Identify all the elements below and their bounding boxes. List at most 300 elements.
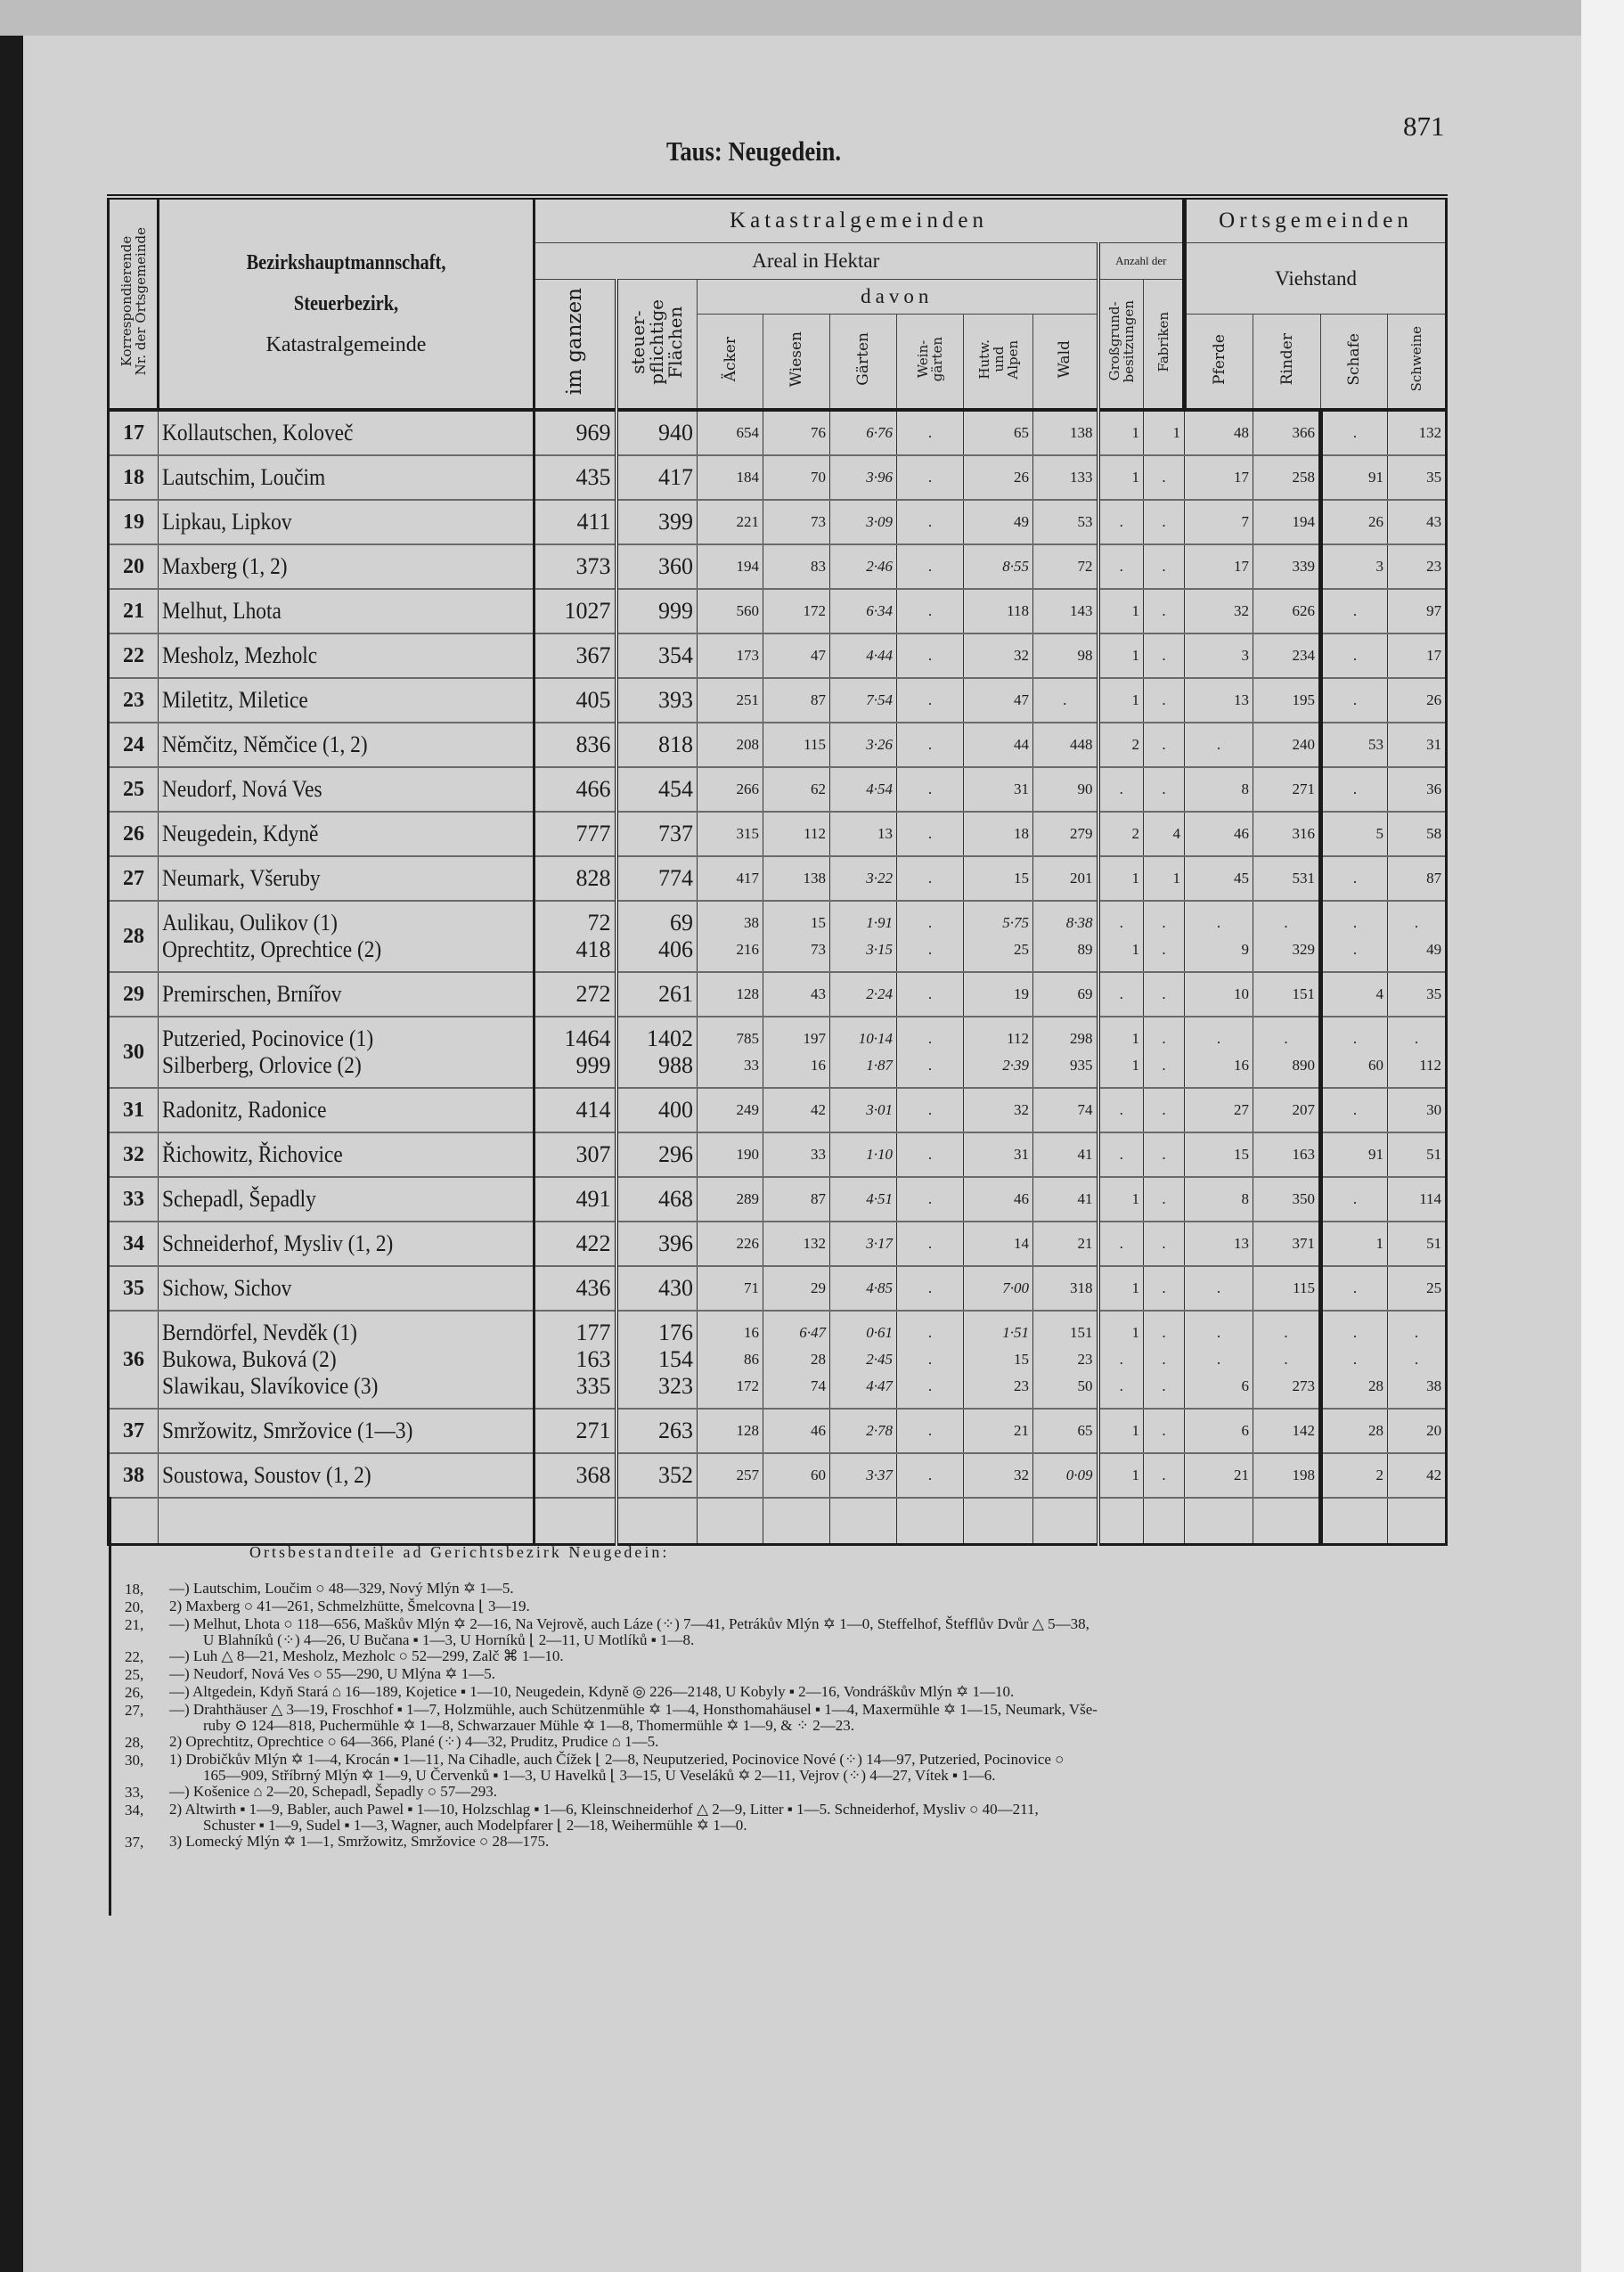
cell-value: 25 [1014,941,1029,958]
table-row [109,589,1447,633]
cell-value: 71 [744,1279,759,1296]
table-row [109,1088,1447,1132]
cell-value: . [927,424,933,441]
header-line: Rinder [1277,332,1296,386]
cell-fabriken [1144,767,1185,812]
spacer-cell [1185,1498,1253,1545]
cell-grossgrund [1098,678,1144,723]
cell-rinder [1253,1266,1321,1311]
cell-schweine [1388,544,1447,589]
cell-pferde [1185,1222,1253,1266]
cell-value: 138 [1070,424,1093,441]
cell-weingaerten [897,1222,964,1266]
cell-value: 318 [1070,1279,1093,1296]
cell-weingaerten [897,856,964,901]
cell-value: . [1162,1377,1166,1394]
cell-schafe [1321,410,1388,455]
cell-value: 18 [1014,825,1029,842]
footnote-line: 165—909, Stříbrný Mlýn ✡ 1—9, U Červenků ▪ 1—3, U Havelků ⌊ 3—15, U Veseláků ✡ 2—11, Vejrov (⁘) 4—27, Vítek ▪ 1—6. [203,1767,996,1784]
cell-hutweiden [964,1222,1033,1266]
cell-value: 1 [1131,424,1139,441]
footnote-number: 33, [125,1784,144,1801]
municipality-name [159,589,535,633]
cell-value: 20 [1426,1422,1442,1439]
cell-value: 46 [1234,825,1250,842]
cell-im-ganzen [535,767,616,812]
cell-value: 373 [575,553,611,579]
cell-aecker [698,589,763,633]
cell-value: 828 [575,865,611,891]
cell-schafe [1321,1266,1388,1311]
footnote-text [169,1784,497,1802]
cell-wiesen [763,589,830,633]
header-nr [109,197,159,410]
cell-weingaerten [897,410,964,455]
cell-value: 329 [1292,941,1316,958]
cell-value: 1 [1172,870,1181,887]
cell-value: 31 [1014,1146,1029,1163]
cell-value: 3 [1375,558,1384,575]
cell-value: 400 [658,1097,693,1123]
header-nr-line: Korrespondierende [118,236,135,367]
cell-aecker [698,723,763,767]
cell-value: . [927,513,933,530]
cell-value: 414 [575,1097,611,1123]
cell-value: 6·47 [799,1324,826,1341]
header-rinder [1253,315,1321,411]
cell-pferde [1185,723,1253,767]
cell-value: 7·54 [866,691,893,708]
cell-fabriken [1144,1222,1185,1266]
header-line: besitzungen [1120,300,1137,383]
cell-aecker [698,1266,763,1311]
cell-schweine [1388,633,1447,678]
cell-rinder [1253,1177,1321,1222]
cell-value: . [927,1190,933,1207]
cell-hutweiden [964,972,1033,1017]
cell-grossgrund [1098,1311,1144,1409]
cell-fabriken [1144,901,1185,972]
cell-value: . [1162,1422,1166,1439]
cell-value: 15 [1014,1351,1029,1368]
cell-value: 58 [1426,825,1442,842]
cell-value: 777 [575,821,611,846]
cell-schweine [1388,1266,1447,1311]
cell-value: 1 [1131,1324,1139,1341]
cell-value: 46 [1014,1190,1029,1207]
cell-value: 890 [1292,1057,1316,1074]
footnote-text [169,1616,1089,1648]
header-line: Schafe [1345,332,1364,386]
cell-value: 785 [736,1030,759,1047]
cell-value: 279 [1070,825,1093,842]
footnote-number: 26, [125,1684,144,1701]
cell-value: 16 [1234,1057,1250,1074]
spacer-cell [535,1498,616,1545]
cell-value: 17 [1234,469,1250,486]
cell-hutweiden [964,455,1033,500]
cell-value: 6 [1241,1377,1250,1394]
name-line: Silberberg, Orlovice (2) [162,1052,362,1078]
cell-value: . [1216,914,1221,931]
spacer-cell [1033,1498,1098,1545]
cell-value: 4·85 [866,1279,893,1296]
cell-value: 143 [1070,602,1093,619]
footnote-number: 18, [125,1581,144,1598]
cell-weingaerten [897,972,964,1017]
cell-value: . [1352,1101,1358,1118]
cell-hutweiden [964,1017,1033,1088]
cell-im-ganzen [535,723,616,767]
name-line: Soustowa, Soustov (1, 2) [162,1462,371,1488]
cell-value: . [927,1057,933,1074]
cell-value: . [1284,1351,1288,1368]
footnote-item [125,1616,1443,1648]
cell-value: . [1414,1030,1419,1047]
cell-steuerpflichtig [616,1453,698,1498]
cell-value: . [927,736,933,753]
cell-wald [1033,1409,1098,1453]
cell-wiesen [763,812,830,856]
cell-fabriken [1144,1409,1185,1453]
cell-steuerpflichtig [616,767,698,812]
cell-grossgrund [1098,1222,1144,1266]
cell-value: 411 [576,509,611,535]
cell-value: 51 [1426,1146,1442,1163]
cell-value: 4·51 [866,1190,893,1207]
cell-rinder [1253,1017,1321,1088]
cell-value: . [1352,691,1358,708]
cell-aecker [698,1132,763,1177]
scan-right-margin [1581,0,1624,2272]
cell-value: . [1162,914,1166,931]
cell-value: . [927,914,933,931]
cell-value: 4 [1172,825,1181,842]
cell-value: 47 [1014,691,1029,708]
header-line: Pferde [1211,333,1229,385]
cell-value: 65 [1077,1422,1093,1439]
cell-hutweiden [964,410,1033,455]
cell-value: 3·15 [866,941,893,958]
cell-value: . [1162,1279,1166,1296]
cell-value: 41 [1077,1190,1093,1207]
row-number: 23 [109,678,159,723]
cell-value: . [1216,736,1221,753]
cell-pferde [1185,812,1253,856]
cell-pferde [1185,1088,1253,1132]
cell-aecker [698,1222,763,1266]
cell-value: 360 [658,553,693,579]
footnote-number: 30, [125,1752,144,1769]
cell-value: 91 [1368,1146,1384,1163]
cell-gaerten [830,455,897,500]
cell-fabriken [1144,633,1185,678]
cell-steuerpflichtig [616,972,698,1017]
cell-weingaerten [897,1017,964,1088]
cell-wiesen [763,1453,830,1498]
row-number: 38 [109,1453,159,1498]
cell-hutweiden [964,723,1033,767]
cell-value: . [927,870,933,887]
cell-wiesen [763,455,830,500]
cell-value: 118 [1007,602,1029,619]
cell-fabriken [1144,856,1185,901]
cell-grossgrund [1098,544,1144,589]
header-name [159,197,535,410]
cell-value: 240 [1292,736,1316,753]
cell-value: 6·34 [866,602,893,619]
footnote-line: —) Drahthäuser △ 3—19, Froschhof ▪ 1—7, Holzmühle, auch Schützenmühle ✡ 1—4, Honsthomahäusel ▪ 1—4, Maxermühle ✡ 1—15, Neumark, Vše- [169,1701,1098,1718]
footnote-line: —) Melhut, Lhota ○ 118—656, Maškův Mlýn ✡ 2—16, Na Vejrově, auch Láze (⁘) 7—41, Petrákův Mlýn ✡ 1—0, Steffelhof, Štefflův Dvůr △ 5—38, [169,1615,1089,1632]
cell-value: 49 [1426,941,1442,958]
cell-gaerten [830,410,897,455]
table-row [109,972,1447,1017]
name-line: Radonitz, Radonice [162,1097,327,1123]
cell-value: 4·47 [866,1377,893,1394]
cell-im-ganzen [535,500,616,544]
cell-value: 935 [1070,1057,1093,1074]
cell-value: 176 [658,1320,693,1345]
cell-aecker [698,972,763,1017]
cell-grossgrund [1098,1132,1144,1177]
cell-value: . [1352,647,1358,664]
table-row [109,856,1447,901]
cell-im-ganzen [535,455,616,500]
cell-value: 3·26 [866,736,893,753]
cell-value: 818 [658,731,693,757]
cell-value: 335 [575,1373,611,1399]
footnote-text [169,1684,1014,1702]
cell-value: 271 [1292,780,1316,797]
cell-value: 1 [1131,941,1139,958]
footnote-item [125,1784,1443,1802]
municipality-name [159,901,535,972]
cell-wiesen [763,500,830,544]
header-line: Wiesen [788,331,805,388]
cell-value: 190 [736,1146,759,1163]
cell-value: . [1162,1235,1166,1252]
cell-value: . [1162,941,1166,958]
municipality-name [159,1453,535,1498]
cell-value: 2 [1375,1467,1384,1483]
cell-wiesen [763,678,830,723]
cell-value: 560 [736,602,759,619]
cell-value: 16 [744,1324,759,1341]
cell-gaerten [830,1453,897,1498]
cell-value: 36 [1426,780,1442,797]
cell-value: 1 [1131,1190,1139,1207]
cell-weingaerten [897,500,964,544]
cell-value: 128 [736,985,759,1002]
municipality-name [159,544,535,589]
cell-rinder [1253,723,1321,767]
cell-weingaerten [897,1311,964,1409]
cell-value: . [1119,914,1123,931]
name-line: Sichow, Sichov [162,1275,292,1301]
footnote-line: ruby ⊙ 124—818, Puchermühle ✡ 1—8, Schwarzauer Mühle ✡ 1—8, Thomermühle ✡ 1—9, & ⁘ 2—23. [203,1717,854,1734]
header-line: Wald [1056,339,1074,379]
cell-value: 49 [1014,513,1029,530]
municipality-name [159,410,535,455]
cell-rinder [1253,410,1321,455]
cell-fabriken [1144,410,1185,455]
cell-weingaerten [897,1409,964,1453]
cell-value: 323 [658,1373,693,1399]
cell-value: 10·14 [858,1030,893,1047]
cell-value: 1 [1131,1030,1139,1047]
cell-value: 43 [1426,513,1442,530]
cell-schweine [1388,455,1447,500]
cell-steuerpflichtig [616,1266,698,1311]
cell-wald [1033,767,1098,812]
cell-value: 417 [736,870,759,887]
cell-value: . [1119,1235,1123,1252]
header-line: steuer- [627,309,649,374]
cell-wald [1033,1311,1098,1409]
cell-value: 999 [575,1052,611,1078]
cell-wald [1033,1017,1098,1088]
cell-steuerpflichtig [616,678,698,723]
cell-rinder [1253,812,1321,856]
page-title: Taus: Neugedein. [666,135,842,167]
table-row [109,544,1447,589]
cell-value: . [1352,1190,1358,1207]
header-line: Großgrund- [1106,302,1122,381]
cell-aecker [698,678,763,723]
cell-value: . [927,602,933,619]
footnote-line: —) Lautschim, Loučim ○ 48—329, Nový Mlýn ✡ 1—5. [169,1580,514,1597]
cell-value: 115 [804,736,826,753]
footnote-line: —) Altgedein, Kdyň Stará ⌂ 16—189, Kojetice ▪ 1—10, Neugedein, Kdyně ◎ 226—2148, U Kobyly ▪ 2—16, Vondráškův Mlýn ✡ 1—10. [169,1683,1015,1700]
footnote-text [169,1752,1064,1784]
row-number: 29 [109,972,159,1017]
cell-wald [1033,1266,1098,1311]
table-row [109,901,1447,972]
footnote-line: 2) Altwirth ▪ 1—9, Babler, auch Pawel ▪ 1—10, Holzschlag ▪ 1—6, Kleinschneiderhof △ 2—9, Litter ▪ 1—5. Schneiderhof, Mysliv ○ 40—211, [169,1801,1039,1818]
cell-fabriken [1144,1132,1185,1177]
cell-value: 352 [658,1462,693,1488]
name-line: Bukowa, Buková (2) [162,1346,337,1372]
cell-value: 0·61 [866,1324,893,1341]
header-line: gärten [929,336,945,382]
spacer-cell [1144,1498,1185,1545]
cell-schweine [1388,1017,1447,1088]
cell-value: 27 [1234,1101,1250,1118]
cell-fabriken [1144,812,1185,856]
header-schafe [1321,315,1388,411]
cell-wald [1033,972,1098,1017]
table-row [109,678,1447,723]
cell-value: . [1162,1101,1166,1118]
cell-value: . [1162,1146,1166,1163]
header-anzahl: Anzahl der [1098,243,1185,280]
cell-gaerten [830,589,897,633]
cell-rinder [1253,901,1321,972]
cell-value: 3·01 [866,1101,893,1118]
cell-grossgrund [1098,1088,1144,1132]
header-davon: davon [698,280,1098,315]
cell-value: 115 [1293,1279,1316,1296]
cell-aecker [698,1311,763,1409]
cell-value: 73 [811,513,826,530]
cell-value: 315 [736,825,759,842]
header-pferde [1185,315,1253,411]
cell-weingaerten [897,1453,964,1498]
municipality-name [159,767,535,812]
row-number: 19 [109,500,159,544]
cell-fabriken [1144,972,1185,1017]
cell-value: 307 [575,1141,611,1167]
footnote-item [125,1581,1443,1598]
cell-grossgrund [1098,1266,1144,1311]
cell-value: 435 [575,464,611,490]
cell-grossgrund [1098,633,1144,678]
cell-value: 163 [575,1346,611,1372]
cell-value: . [927,558,933,575]
cell-value: 8·55 [1002,558,1029,575]
cell-wald [1033,544,1098,589]
header-nr-line: Nr. der Ortsgemeinde [132,227,149,376]
name-line: Neugedein, Kdyně [162,821,319,846]
cell-schafe [1321,1088,1388,1132]
cell-value: 42 [1426,1467,1442,1483]
cell-wiesen [763,972,830,1017]
footnote-text [169,1834,549,1851]
table-row [109,500,1447,544]
cell-steuerpflichtig [616,901,698,972]
spacer-cell [1098,1498,1144,1545]
cell-value: . [927,1030,933,1047]
cell-wald [1033,1088,1098,1132]
cell-value: 60 [1368,1057,1384,1074]
cell-aecker [698,633,763,678]
cell-schafe [1321,723,1388,767]
cell-value: 83 [811,558,826,575]
cell-pferde [1185,972,1253,1017]
cell-value: 261 [658,981,693,1007]
cell-wiesen [763,901,830,972]
table-row [109,1453,1447,1498]
cell-value: 35 [1426,469,1442,486]
footnote-item [125,1834,1443,1851]
cell-im-ganzen [535,633,616,678]
footnote-item [125,1702,1443,1734]
name-line: Slawikau, Slavíkovice (3) [162,1373,379,1399]
cell-hutweiden [964,1088,1033,1132]
cell-gaerten [830,1222,897,1266]
cell-value: . [1162,513,1166,530]
cell-value: 298 [1070,1030,1093,1047]
cell-value: 72 [587,910,611,936]
cell-im-ganzen [535,1177,616,1222]
cell-weingaerten [897,678,964,723]
cell-fabriken [1144,500,1185,544]
cell-value: . [927,1377,933,1394]
header-name-line: Steuerbezirk, [293,292,399,315]
cell-hutweiden [964,678,1033,723]
cell-wald [1033,678,1098,723]
cell-value: 76 [811,424,826,441]
cell-value: 1·51 [1002,1324,1029,1341]
cell-weingaerten [897,1088,964,1132]
cell-im-ganzen [535,1266,616,1311]
cell-value: 466 [575,776,611,802]
footnote-number: 27, [125,1702,144,1719]
cell-value: 226 [736,1235,759,1252]
cell-pferde [1185,1453,1253,1498]
footnote-line: 3) Lomecký Mlýn ✡ 1—1, Smržowitz, Smržovice ○ 28—175. [169,1833,550,1850]
spacer-cell [1253,1498,1321,1545]
